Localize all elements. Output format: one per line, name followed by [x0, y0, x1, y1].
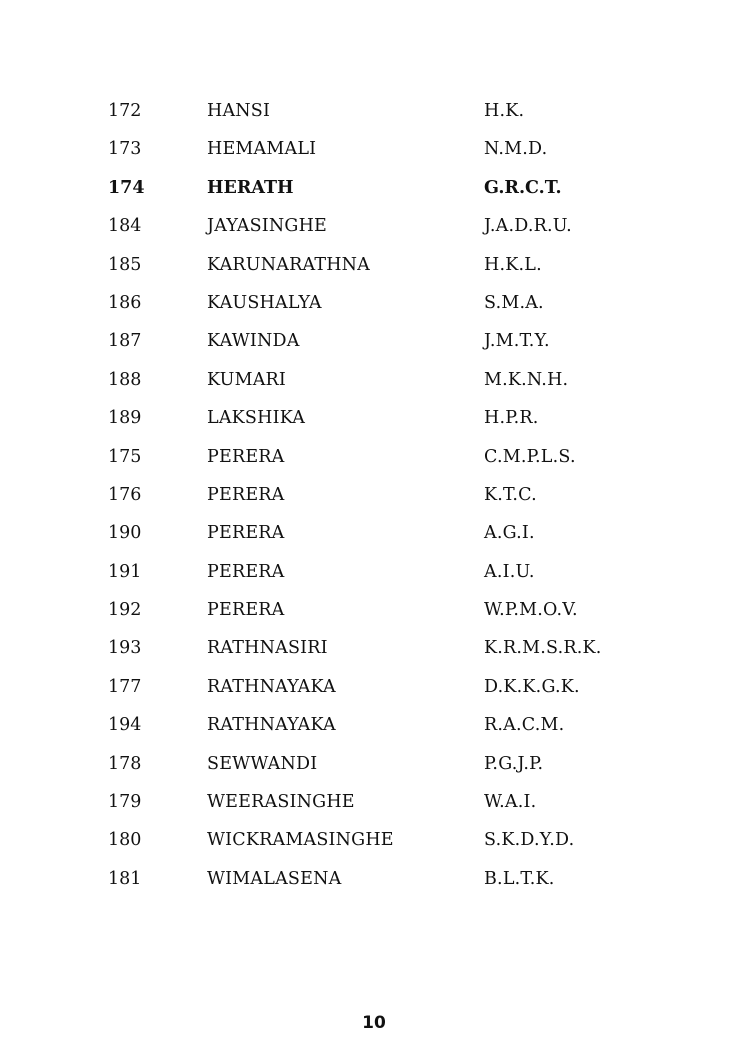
entry-surname: KAUSHALYA — [207, 292, 322, 313]
list-row — [0, 322, 748, 360]
list-row — [0, 706, 748, 744]
list-row — [0, 821, 748, 859]
entry-number: 174 — [108, 177, 145, 198]
entry-initials: H.P.R. — [484, 408, 539, 429]
entry-initials: A.G.I. — [484, 523, 535, 544]
entry-number: 194 — [108, 715, 142, 736]
list-row — [0, 514, 748, 552]
entry-surname: RATHNAYAKA — [207, 715, 336, 736]
list-row — [0, 92, 748, 130]
entry-surname: WICKRAMASINGHE — [207, 830, 394, 851]
list-row — [0, 783, 748, 821]
list-row — [0, 361, 748, 399]
entry-surname: PERERA — [207, 446, 285, 467]
entry-number: 180 — [108, 830, 142, 851]
list-row — [0, 438, 748, 476]
entry-number: 176 — [108, 484, 142, 505]
list-row — [0, 399, 748, 437]
entry-number: 189 — [108, 408, 142, 429]
entry-surname: LAKSHIKA — [207, 408, 306, 429]
entry-initials: P.G.J.P. — [484, 753, 544, 774]
entry-number: 192 — [108, 600, 142, 621]
entry-number: 179 — [108, 792, 142, 813]
entry-initials: W.A.I. — [484, 792, 537, 813]
entry-initials: C.M.P.L.S. — [484, 446, 576, 467]
entry-initials: B.L.T.K. — [484, 868, 555, 889]
entry-surname: JAYASINGHE — [207, 216, 328, 237]
list-row — [0, 130, 748, 168]
entry-number: 193 — [108, 638, 142, 659]
entry-number: 184 — [108, 216, 142, 237]
entry-number: 188 — [108, 369, 142, 390]
entry-surname: PERERA — [207, 600, 285, 621]
entry-initials: S.K.D.Y.D. — [484, 830, 575, 851]
entry-initials: H.K. — [484, 101, 525, 121]
entry-surname: HERATH — [207, 177, 294, 198]
entry-initials: J.A.D.R.U. — [484, 216, 572, 237]
list-row — [0, 169, 748, 207]
entry-number: 185 — [108, 254, 142, 275]
entry-number: 172 — [108, 101, 142, 121]
entry-number: 187 — [108, 331, 142, 352]
list-row — [0, 629, 748, 667]
entry-surname: PERERA — [207, 523, 285, 544]
entry-surname: WIMALASENA — [207, 868, 342, 889]
entry-number: 173 — [108, 139, 142, 160]
name-list — [0, 92, 748, 898]
list-row — [0, 745, 748, 783]
list-row — [0, 207, 748, 245]
list-row — [0, 284, 748, 322]
entry-surname: KAWINDA — [207, 331, 300, 352]
entry-initials: M.K.N.H. — [484, 369, 569, 390]
entry-number: 186 — [108, 292, 142, 313]
entry-initials: G.R.C.T. — [484, 177, 562, 198]
entry-number: 191 — [108, 561, 142, 582]
entry-initials: K.R.M.S.R.K. — [484, 638, 602, 659]
page-number: 10 — [362, 1013, 386, 1033]
entry-initials: D.K.K.G.K. — [484, 676, 580, 697]
entry-number: 177 — [108, 676, 142, 697]
entry-number: 175 — [108, 446, 142, 467]
entry-surname: PERERA — [207, 484, 285, 505]
entry-surname: HEMAMALI — [207, 139, 317, 160]
entry-surname: KUMARI — [207, 369, 287, 390]
entry-surname: HANSI — [207, 101, 271, 121]
entry-initials: W.P.M.O.V. — [484, 600, 578, 621]
list-row — [0, 476, 748, 514]
entry-initials: J.M.T.Y. — [484, 331, 550, 352]
entry-surname: SEWWANDI — [207, 753, 318, 774]
entry-number: 181 — [108, 868, 142, 889]
entry-initials: R.A.C.M. — [484, 715, 565, 736]
entry-number: 178 — [108, 753, 142, 774]
entry-initials: A.I.U. — [484, 561, 535, 582]
list-row — [0, 246, 748, 284]
entry-initials: H.K.L. — [484, 254, 542, 275]
entry-initials: N.M.D. — [484, 139, 548, 160]
entry-initials: K.T.C. — [484, 484, 537, 505]
list-row — [0, 591, 748, 629]
entry-surname: RATHNASIRI — [207, 638, 328, 659]
entry-surname: RATHNAYAKA — [207, 676, 336, 697]
entry-number: 190 — [108, 523, 142, 544]
entry-surname: WEERASINGHE — [207, 792, 355, 813]
entry-surname: KARUNARATHNA — [207, 254, 371, 275]
list-row — [0, 553, 748, 591]
entry-surname: PERERA — [207, 561, 285, 582]
entry-initials: S.M.A. — [484, 292, 544, 313]
list-row — [0, 668, 748, 706]
list-row — [0, 860, 748, 898]
